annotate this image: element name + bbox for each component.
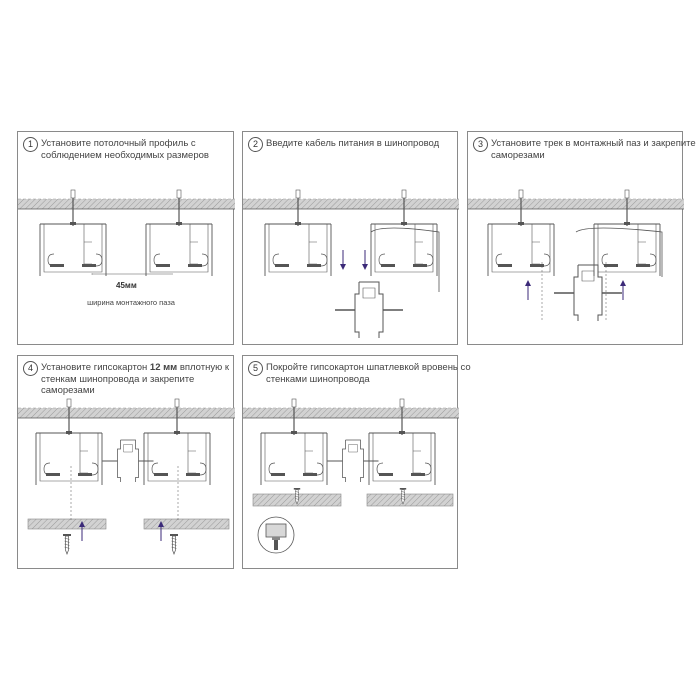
step-number: 5 xyxy=(248,361,263,376)
ceiling-profile-right xyxy=(369,433,435,485)
step-4-diagram xyxy=(18,356,235,570)
step-caption: Введите кабель питания в шинопровод xyxy=(266,138,440,149)
ceiling-profile-left xyxy=(36,433,102,485)
step-number: 3 xyxy=(473,137,488,152)
ceiling-slab xyxy=(243,408,459,418)
step-number: 4 xyxy=(23,361,38,376)
ceiling-profile-right xyxy=(146,224,212,276)
drywall-board-right xyxy=(144,519,229,529)
ceiling-slab xyxy=(18,199,235,209)
step-1-panel xyxy=(17,131,234,345)
ceiling-slab xyxy=(18,408,235,418)
step-1-diagram xyxy=(18,132,235,346)
drywall-board-right xyxy=(367,494,453,506)
track-busbar xyxy=(328,440,379,482)
arrow-down-icon xyxy=(362,250,368,270)
step-3-panel xyxy=(467,131,696,345)
step-caption: Покройте гипсокартон шпатлевкой вровень со стенками шинопровода xyxy=(266,362,471,385)
step-2-panel xyxy=(242,131,458,345)
arrow-up-icon xyxy=(525,280,531,300)
step-4-panel xyxy=(17,355,234,569)
drywall-thickness: 12 мм xyxy=(149,362,178,373)
power-cable xyxy=(371,228,439,292)
step-2-diagram xyxy=(243,132,459,346)
track-busbar xyxy=(103,440,154,482)
track-busbar xyxy=(554,265,622,321)
step-number: 1 xyxy=(23,137,38,152)
ceiling-profile-right xyxy=(144,433,210,485)
arrow-up-icon xyxy=(620,280,626,300)
ceiling-profile-right xyxy=(371,224,437,276)
track-busbar xyxy=(335,282,403,338)
step-caption: Установите трек в монтажный паз и закрепите саморезами xyxy=(491,138,696,161)
ceiling-profile-left xyxy=(261,433,327,485)
step-number: 2 xyxy=(248,137,263,152)
step-3-diagram xyxy=(468,132,684,346)
ceiling-profile-left xyxy=(265,224,331,276)
dimension-label: ширина монтажного паза xyxy=(87,298,175,307)
ceiling-slab xyxy=(468,199,684,209)
drywall-board-left xyxy=(28,519,106,529)
arrow-down-icon xyxy=(340,250,346,270)
step-5-diagram xyxy=(243,356,459,570)
ceiling-profile-right xyxy=(594,224,660,276)
step-5-panel xyxy=(242,355,471,569)
step-caption: Установите потолочный профиль с соблюдением необходимых размеров xyxy=(41,138,209,161)
ceiling-profile-left xyxy=(488,224,554,276)
ceiling-profile-left xyxy=(40,224,106,276)
step-caption: Установите гипсокартон 12 мм вплотную к стенкам шинопровода и закрепите саморезами xyxy=(41,362,230,396)
spatula-icon xyxy=(258,517,294,553)
screw-icon xyxy=(63,534,71,554)
dimension-value: 45мм xyxy=(116,281,137,290)
ceiling-slab xyxy=(243,199,459,209)
power-cable xyxy=(576,228,662,277)
screw-icon xyxy=(170,534,178,554)
